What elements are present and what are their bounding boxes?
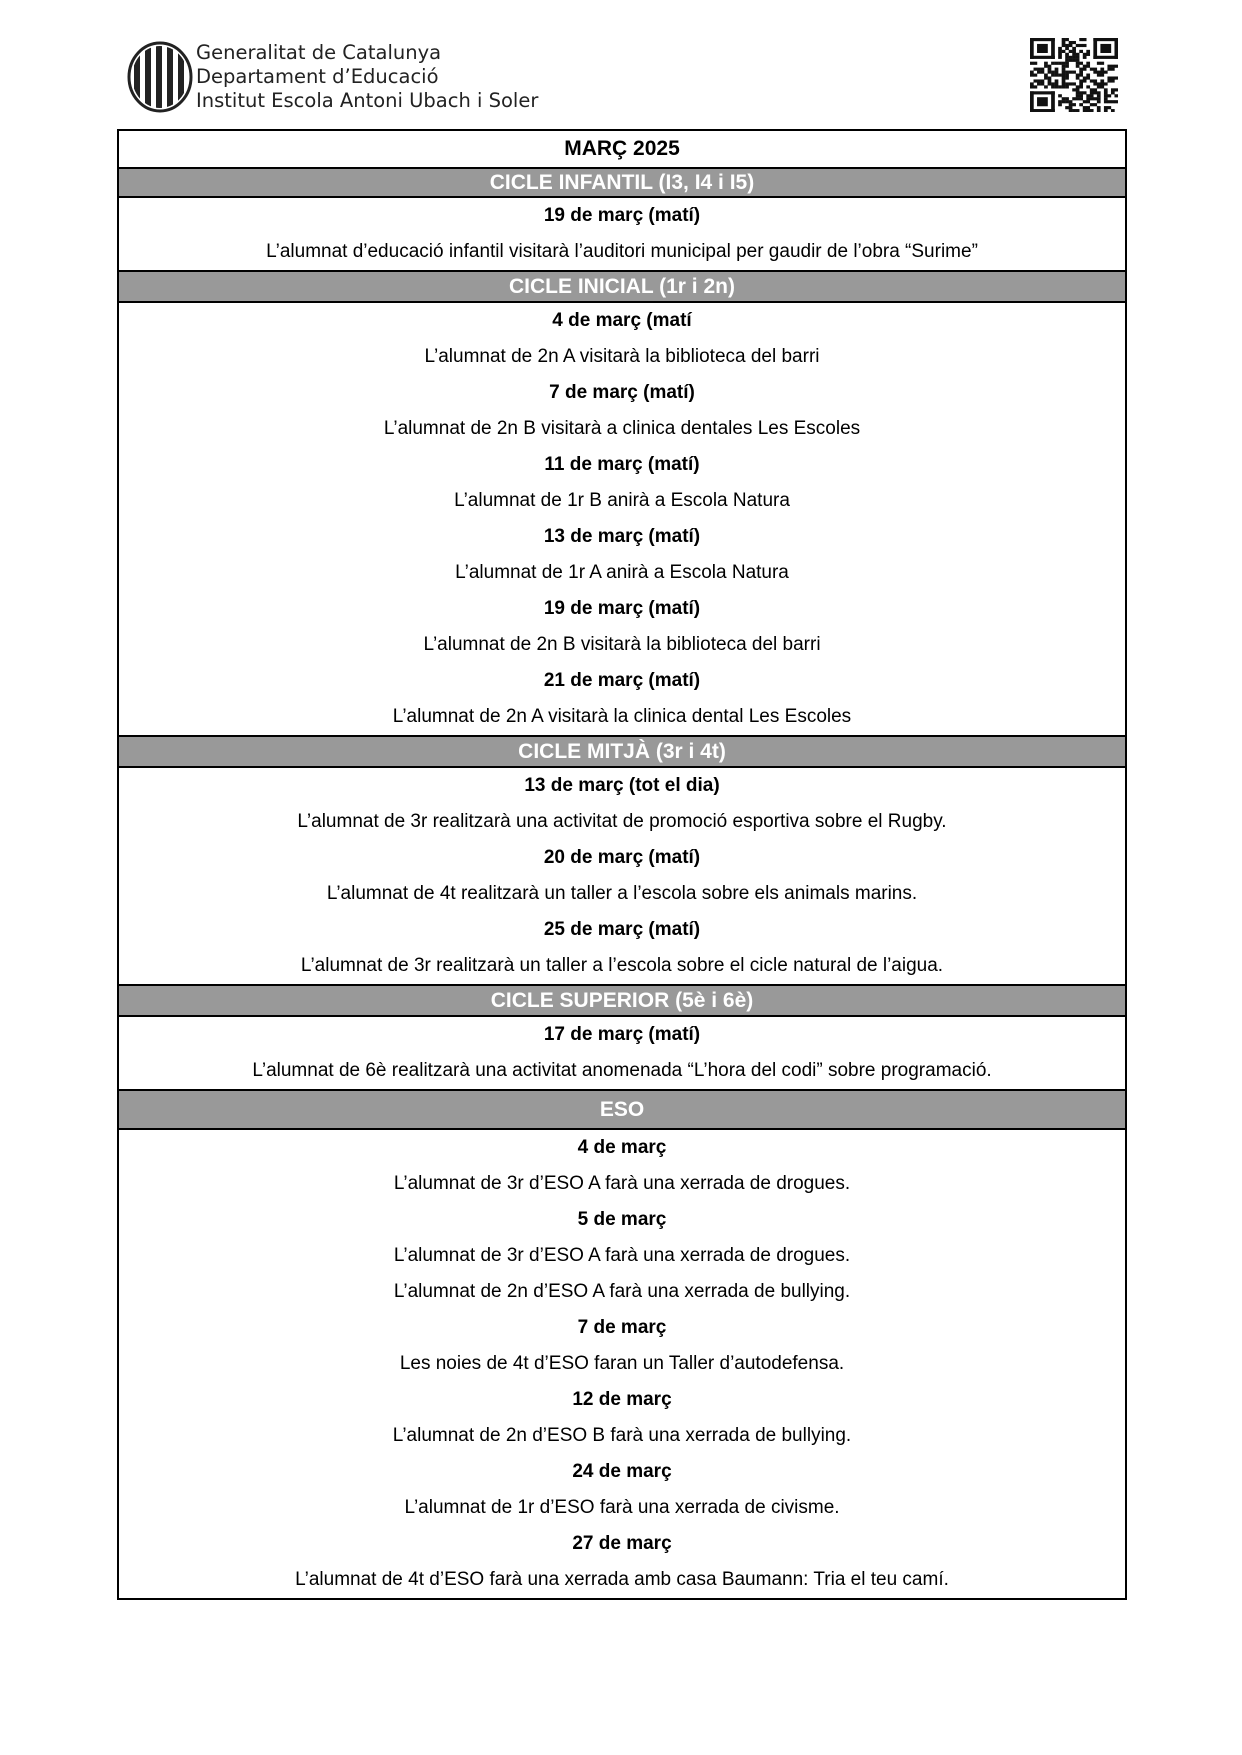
activity-description: L’alumnat de 1r d’ESO farà una xerrada de civisme. xyxy=(404,1497,840,1518)
section-heading: CICLE INFANTIL (I3, I4 i I5) xyxy=(119,167,1125,198)
activity-date: 5 de març xyxy=(577,1209,667,1230)
section-heading: CICLE MITJÀ (3r i 4t) xyxy=(119,735,1125,768)
institution-logo xyxy=(127,41,538,113)
section-body xyxy=(119,768,1125,984)
qr-code-icon xyxy=(1030,38,1118,112)
activity-description: L’alumnat de 1r B anirà a Escola Natura xyxy=(454,490,790,511)
activity-date: 20 de març (matí) xyxy=(543,847,701,868)
activity-description: L’alumnat de 3r realitzarà una activitat de promoció esportiva sobre el Rugby. xyxy=(297,811,947,832)
section-heading: ESO xyxy=(119,1089,1125,1130)
activity-date: 27 de març xyxy=(572,1533,672,1554)
activity-date: 4 de març (matí xyxy=(552,310,692,331)
section-body xyxy=(119,303,1125,735)
org-line-school: Institut Escola Antoni Ubach i Soler xyxy=(196,89,539,112)
section-body xyxy=(119,1017,1125,1089)
activity-date: 13 de març (matí) xyxy=(543,526,701,547)
section-heading: CICLE INICIAL (1r i 2n) xyxy=(119,270,1125,303)
org-line-department: Departament d’Educació xyxy=(196,65,439,88)
org-line-government: Generalitat de Catalunya xyxy=(196,41,442,64)
activity-date: 4 de març xyxy=(577,1137,667,1158)
activity-description: L’alumnat de 4t d’ESO farà una xerrada amb casa Baumann: Tria el teu camí. xyxy=(295,1569,949,1590)
activity-description: L’alumnat d’educació infantil visitarà l’auditori municipal per gaudir de l’obra “Surime” xyxy=(266,241,978,262)
activities-table xyxy=(117,129,1127,1600)
activity-date: 12 de març xyxy=(572,1389,672,1410)
activity-description: L’alumnat de 2n A visitarà la clinica dental Les Escoles xyxy=(392,706,852,727)
activity-description: L’alumnat de 1r A anirà a Escola Natura xyxy=(455,562,789,583)
page-title: MARÇ 2025 xyxy=(564,137,680,160)
activity-date: 19 de març (matí) xyxy=(543,205,701,226)
activity-description: L’alumnat de 3r realitzarà un taller a l’escola sobre el cicle natural de l’aigua. xyxy=(300,955,944,976)
activity-date: 11 de març (matí) xyxy=(544,454,700,475)
activity-date: 13 de març (tot el dia) xyxy=(524,775,720,796)
institution-name-block xyxy=(196,41,538,113)
activity-description: L’alumnat de 3r d’ESO A farà una xerrada de drogues. xyxy=(393,1173,851,1194)
activity-date: 19 de març (matí) xyxy=(543,598,701,619)
activity-description: L’alumnat de 3r d’ESO A farà una xerrada de drogues. xyxy=(393,1245,851,1266)
activity-description: L’alumnat de 2n B visitarà a clinica dentales Les Escoles xyxy=(383,418,861,439)
activity-date: 25 de març (matí) xyxy=(543,919,701,940)
generalitat-emblem-icon xyxy=(127,41,193,113)
sections-container xyxy=(119,167,1125,1598)
letterhead xyxy=(127,38,1124,116)
activity-description: Les noies de 4t d’ESO faran un Taller d’autodefensa. xyxy=(399,1353,845,1374)
activity-date: 21 de març (matí) xyxy=(543,670,701,691)
activity-description: L’alumnat de 6è realitzarà una activitat anomenada “L’hora del codi” sobre programació. xyxy=(252,1060,992,1081)
activity-date: 17 de març (matí) xyxy=(543,1024,701,1045)
activity-date: 24 de març xyxy=(572,1461,672,1482)
activity-description: L’alumnat de 4t realitzarà un taller a l’escola sobre els animals marins. xyxy=(326,883,918,904)
activity-description: L’alumnat de 2n d’ESO B farà una xerrada de bullying. xyxy=(392,1425,852,1446)
activity-date: 7 de març xyxy=(577,1317,667,1338)
activity-date: 7 de març (matí) xyxy=(549,382,695,403)
activity-description: L’alumnat de 2n d’ESO A farà una xerrada de bullying. xyxy=(393,1281,851,1302)
activity-description: L’alumnat de 2n B visitarà la biblioteca del barri xyxy=(423,634,821,655)
section-body xyxy=(119,1130,1125,1598)
activity-description: L’alumnat de 2n A visitarà la biblioteca del barri xyxy=(424,346,820,367)
section-body xyxy=(119,198,1125,270)
section-heading: CICLE SUPERIOR (5è i 6è) xyxy=(119,984,1125,1017)
